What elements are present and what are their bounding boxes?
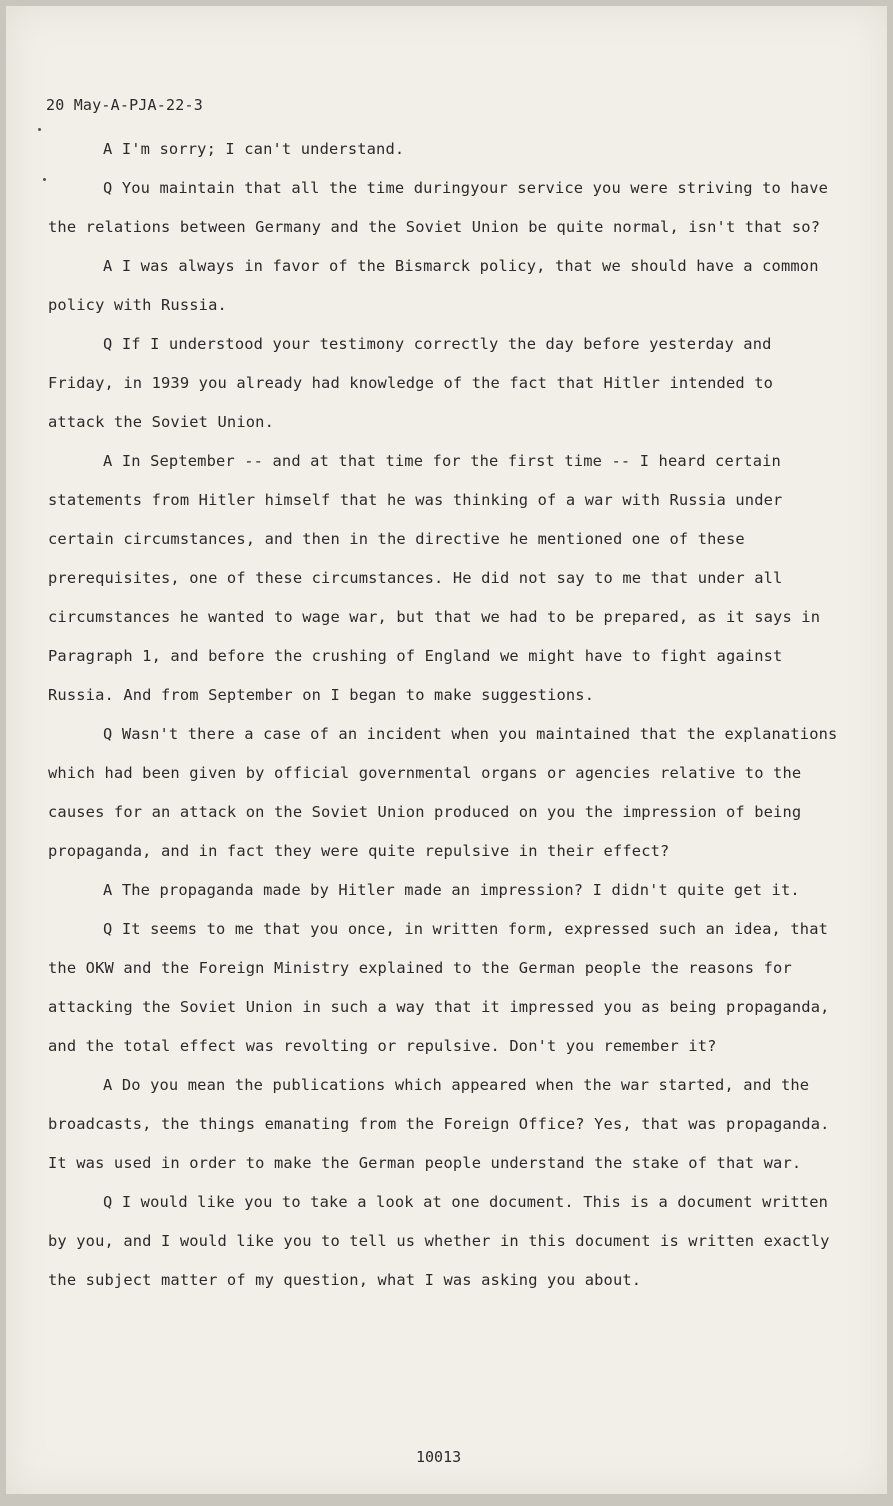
transcript-body <box>48 130 838 1300</box>
paper-speck <box>43 178 46 181</box>
transcript-paragraph: A I was always in favor of the Bismarck policy, that we should have a common policy with Russia. <box>48 257 819 314</box>
transcript-paragraph: A The propaganda made by Hitler made an impression? I didn't quite get it. <box>103 881 800 899</box>
paper-speck <box>38 128 41 131</box>
transcript-paragraph: A In September -- and at that time for the first time -- I heard certain statements from Hitler himself that he was thinking of a war with Russia under certain circumstances, and then in the directive he mentioned one of these prerequisites, one of these circumstances. He did not say to me that under all circumstances he wanted to wage war, but that we had to be prepared, as it says in Paragraph 1, and before the crushing of England we might have to fight against Russia. And from September on I began to make suggestions. <box>48 452 821 704</box>
transcript-paragraph: Q Wasn't there a case of an incident when you maintained that the explanations which had been given by official governmental organs or agencies relative to the causes for an attack on the Soviet Union produced on you the impression of being propaganda, and in fact they were quite repulsive in their effect? <box>48 725 838 860</box>
document-page <box>6 6 887 1494</box>
document-header: 20 May-A-PJA-22-3 <box>46 96 203 114</box>
transcript-paragraph: Q You maintain that all the time duringyour service you were striving to have the relations between Germany and the Soviet Union be quite normal, isn't that so? <box>48 179 829 236</box>
transcript-paragraph: Q I would like you to take a look at one document. This is a document written by you, and I would like you to tell us whether in this document is written exactly the subject matter of my question, what I was asking you about. <box>48 1193 830 1289</box>
transcript-paragraph: Q It seems to me that you once, in written form, expressed such an idea, that the OKW and the Foreign Ministry explained to the German people the reasons for attacking the Soviet Union in such a way that it impressed you as being propaganda, and the total effect was revolting or repulsive. Don't you remember it? <box>48 920 830 1055</box>
transcript-paragraph: A Do you mean the publications which appeared when the war started, and the broadcasts, the things emanating from the Foreign Office? Yes, that was propaganda. It was used in order to make the German people understand the stake of that war. <box>48 1076 830 1172</box>
transcript-paragraph: Q If I understood your testimony correctly the day before yesterday and Friday, in 1939 you already had knowledge of the fact that Hitler intended to attack the Soviet Union. <box>48 335 774 431</box>
page-number: 10013 <box>416 1448 462 1466</box>
transcript-paragraph: A I'm sorry; I can't understand. <box>103 140 405 158</box>
